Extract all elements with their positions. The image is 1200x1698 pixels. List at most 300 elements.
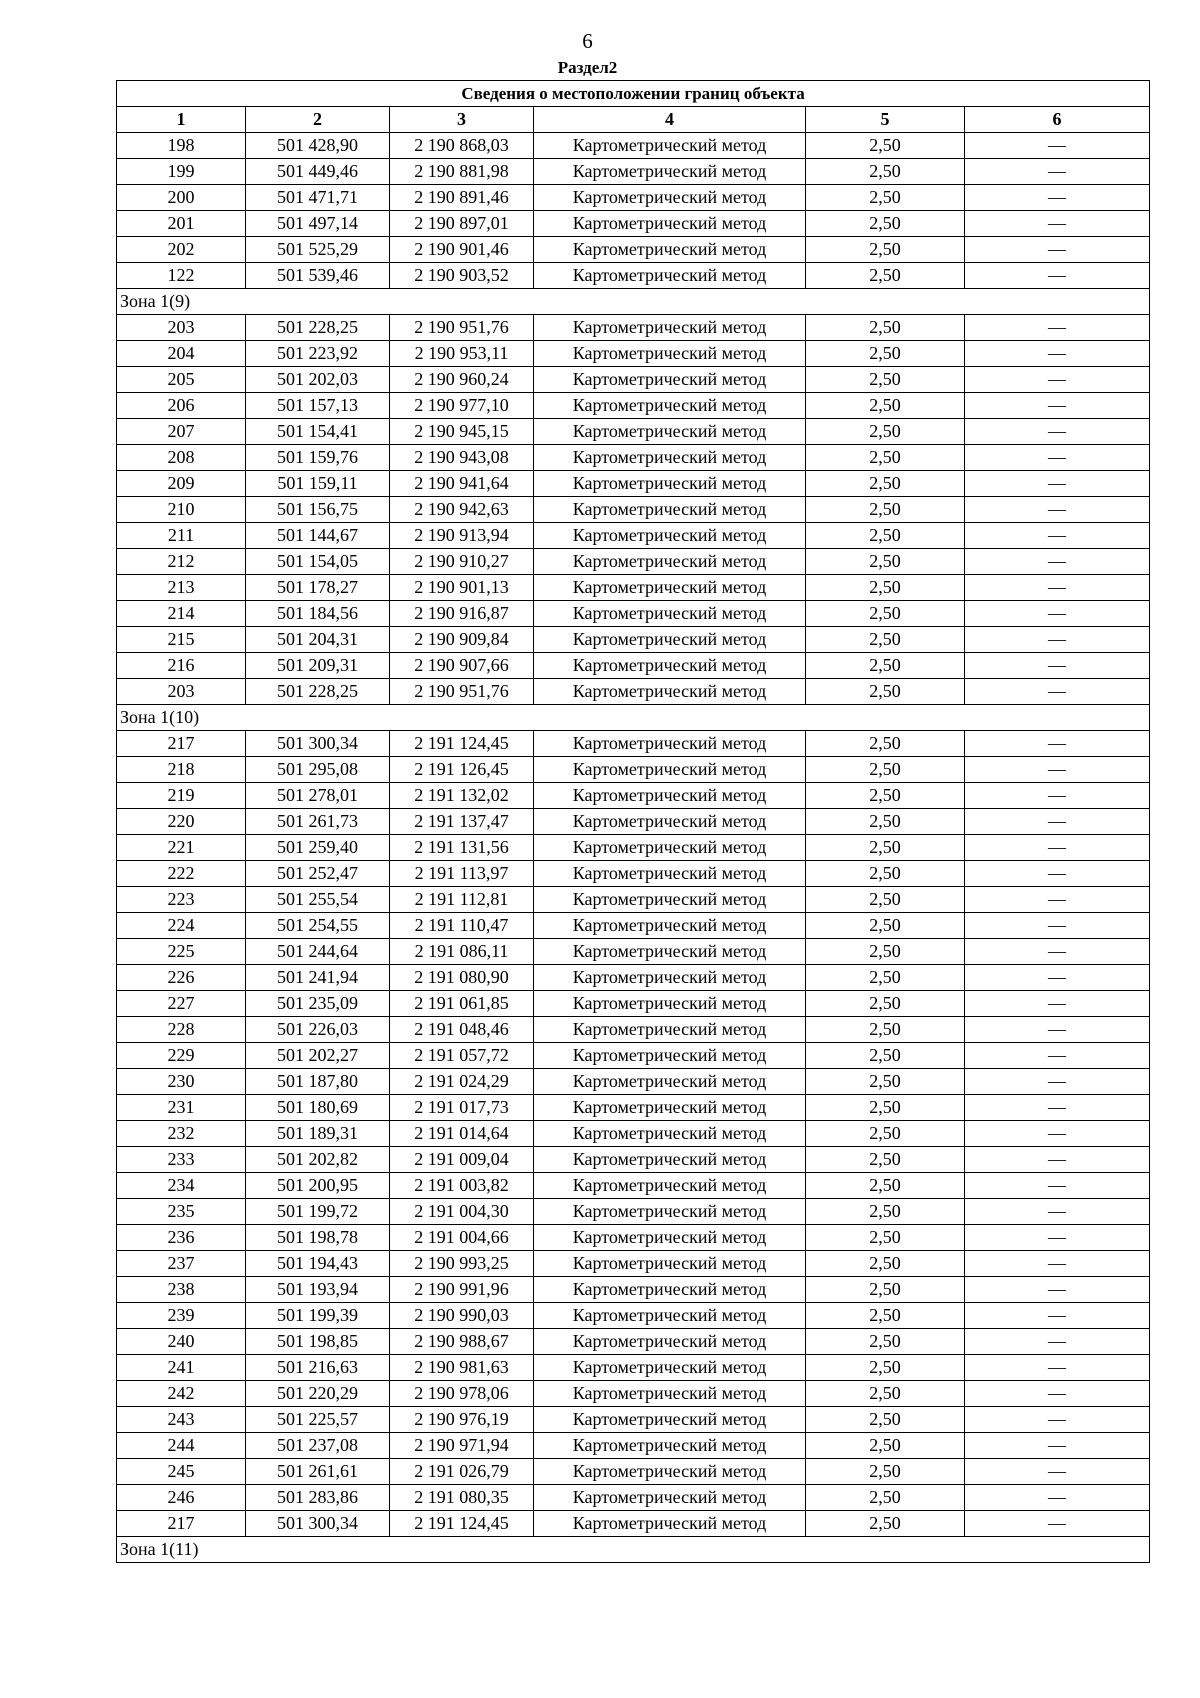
table-cell: Картометрический метод [534, 783, 806, 809]
table-cell: Картометрический метод [534, 1277, 806, 1303]
table-cell: 227 [117, 991, 246, 1017]
table-row [117, 1121, 1150, 1147]
table-cell: — [965, 1225, 1150, 1251]
zone-row [117, 705, 1150, 731]
table-cell: 2,50 [806, 315, 965, 341]
table-cell: 220 [117, 809, 246, 835]
table-cell: 501 497,14 [246, 211, 390, 237]
table-cell: 2 191 014,64 [390, 1121, 534, 1147]
table-cell: 242 [117, 1381, 246, 1407]
table-row [117, 211, 1150, 237]
table-row [117, 1277, 1150, 1303]
table-cell: — [965, 523, 1150, 549]
table-cell: 501 204,31 [246, 627, 390, 653]
table-cell: 2 191 124,45 [390, 731, 534, 757]
table-cell: — [965, 211, 1150, 237]
table-row [117, 1459, 1150, 1485]
table-cell: 2 190 943,08 [390, 445, 534, 471]
table-cell: 501 199,39 [246, 1303, 390, 1329]
table-cell: — [965, 1069, 1150, 1095]
table-cell: 2,50 [806, 237, 965, 263]
table-cell: — [965, 965, 1150, 991]
table-cell: 2 190 909,84 [390, 627, 534, 653]
table-cell: 501 223,92 [246, 341, 390, 367]
table-cell: 501 198,78 [246, 1225, 390, 1251]
table-cell: 224 [117, 913, 246, 939]
table-row [117, 601, 1150, 627]
table-cell: 215 [117, 627, 246, 653]
table-cell: 2,50 [806, 1407, 965, 1433]
table-cell: Картометрический метод [534, 939, 806, 965]
table-cell: 2,50 [806, 913, 965, 939]
table-cell: 213 [117, 575, 246, 601]
table-cell: — [965, 861, 1150, 887]
table-cell: — [965, 575, 1150, 601]
table-cell: — [965, 1017, 1150, 1043]
table-row [117, 731, 1150, 757]
table-cell: 2,50 [806, 601, 965, 627]
table-row [117, 939, 1150, 965]
table-cell: 501 295,08 [246, 757, 390, 783]
table-cell: — [965, 1433, 1150, 1459]
table-cell: — [965, 393, 1150, 419]
table-cell: 2 190 978,06 [390, 1381, 534, 1407]
table-cell: 211 [117, 523, 246, 549]
table-row [117, 835, 1150, 861]
table-cell: 2,50 [806, 497, 965, 523]
section-title: Раздел2 [557, 58, 618, 77]
table-cell: 2,50 [806, 1121, 965, 1147]
table-cell: 2,50 [806, 757, 965, 783]
table-cell: 207 [117, 419, 246, 445]
column-header: 1 [117, 107, 246, 133]
table-cell: Картометрический метод [534, 1459, 806, 1485]
table-cell: 2 191 026,79 [390, 1459, 534, 1485]
table-cell: 501 202,03 [246, 367, 390, 393]
table-cell: — [965, 471, 1150, 497]
table-row [117, 913, 1150, 939]
table-cell: 501 202,27 [246, 1043, 390, 1069]
table-row [117, 809, 1150, 835]
table-cell: 2,50 [806, 445, 965, 471]
table-cell: 2,50 [806, 549, 965, 575]
table-cell: 2 190 988,67 [390, 1329, 534, 1355]
table-cell: — [965, 1303, 1150, 1329]
table-cell: 2,50 [806, 185, 965, 211]
table-cell: 2 191 004,30 [390, 1199, 534, 1225]
table-cell: Картометрический метод [534, 1433, 806, 1459]
table-cell: — [965, 341, 1150, 367]
table-cell: 501 156,75 [246, 497, 390, 523]
table-cell: 2 191 137,47 [390, 809, 534, 835]
table-cell: 2,50 [806, 263, 965, 289]
table-cell: Картометрический метод [534, 445, 806, 471]
table-cell: 501 157,13 [246, 393, 390, 419]
table-cell: — [965, 1459, 1150, 1485]
table-cell: Картометрический метод [534, 549, 806, 575]
table-cell: 501 228,25 [246, 679, 390, 705]
table-cell: 2 190 903,52 [390, 263, 534, 289]
table-cell: 236 [117, 1225, 246, 1251]
table-cell: 2,50 [806, 835, 965, 861]
table-cell: 214 [117, 601, 246, 627]
table-cell: 2,50 [806, 471, 965, 497]
column-header: 2 [246, 107, 390, 133]
table-cell: Картометрический метод [534, 965, 806, 991]
table-cell: Картометрический метод [534, 835, 806, 861]
table-cell: 202 [117, 237, 246, 263]
table-cell: 501 241,94 [246, 965, 390, 991]
table-cell: Картометрический метод [534, 1147, 806, 1173]
table-cell: Картометрический метод [534, 393, 806, 419]
page-number: 6 [582, 29, 593, 53]
table-cell: 2 190 897,01 [390, 211, 534, 237]
table-cell: Картометрический метод [534, 1095, 806, 1121]
table-cell: 501 539,46 [246, 263, 390, 289]
table-cell: — [965, 601, 1150, 627]
table-cell: — [965, 315, 1150, 341]
table-cell: 2,50 [806, 341, 965, 367]
table-cell: 501 252,47 [246, 861, 390, 887]
table-cell: — [965, 991, 1150, 1017]
table-cell: 246 [117, 1485, 246, 1511]
table-cell: 223 [117, 887, 246, 913]
table-row [117, 1069, 1150, 1095]
table-cell: 2,50 [806, 809, 965, 835]
table-cell: 501 187,80 [246, 1069, 390, 1095]
table-cell: 501 237,08 [246, 1433, 390, 1459]
table-cell: — [965, 887, 1150, 913]
table-cell: 501 193,94 [246, 1277, 390, 1303]
table-cell: 2 191 080,90 [390, 965, 534, 991]
table-cell: 501 159,11 [246, 471, 390, 497]
table-row [117, 575, 1150, 601]
table-cell: 2 191 048,46 [390, 1017, 534, 1043]
table-row [117, 965, 1150, 991]
table-cell: — [965, 367, 1150, 393]
table-cell: — [965, 1381, 1150, 1407]
table-cell: — [965, 1407, 1150, 1433]
table-cell: 2 191 061,85 [390, 991, 534, 1017]
table-cell: 501 154,41 [246, 419, 390, 445]
table-cell: 2 191 113,97 [390, 861, 534, 887]
table-cell: 221 [117, 835, 246, 861]
table-cell: 501 261,61 [246, 1459, 390, 1485]
table-cell: 501 226,03 [246, 1017, 390, 1043]
table-cell: Картометрический метод [534, 861, 806, 887]
table-row [117, 263, 1150, 289]
table-cell: 219 [117, 783, 246, 809]
table-cell: Картометрический метод [534, 367, 806, 393]
table-cell: Картометрический метод [534, 185, 806, 211]
table-cell: — [965, 159, 1150, 185]
table-cell: — [965, 653, 1150, 679]
table-cell: 2 191 132,02 [390, 783, 534, 809]
table-cell: Картометрический метод [534, 419, 806, 445]
table-cell: 501 216,63 [246, 1355, 390, 1381]
table-row [117, 471, 1150, 497]
table-row [117, 1251, 1150, 1277]
table-cell: Картометрический метод [534, 913, 806, 939]
table-cell: 2,50 [806, 523, 965, 549]
table-cell: 2,50 [806, 393, 965, 419]
table-cell: 501 209,31 [246, 653, 390, 679]
table-row [117, 1017, 1150, 1043]
table-cell: 2,50 [806, 1225, 965, 1251]
table-cell: 209 [117, 471, 246, 497]
table-cell: 222 [117, 861, 246, 887]
table-cell: — [965, 809, 1150, 835]
table-cell: Картометрический метод [534, 1121, 806, 1147]
table-cell: 217 [117, 731, 246, 757]
table-cell: 2 191 086,11 [390, 939, 534, 965]
table-row [117, 445, 1150, 471]
table-row [117, 1303, 1150, 1329]
table-cell: Картометрический метод [534, 887, 806, 913]
table-cell: — [965, 549, 1150, 575]
table-cell: Картометрический метод [534, 1407, 806, 1433]
table-cell: 201 [117, 211, 246, 237]
table-row [117, 1095, 1150, 1121]
table-cell: — [965, 185, 1150, 211]
table-row [117, 1407, 1150, 1433]
table-cell: 237 [117, 1251, 246, 1277]
table-cell: 2,50 [806, 211, 965, 237]
table-cell: Картометрический метод [534, 497, 806, 523]
table-cell: — [965, 133, 1150, 159]
table-cell: 501 159,76 [246, 445, 390, 471]
table-cell: 501 471,71 [246, 185, 390, 211]
table-cell: 231 [117, 1095, 246, 1121]
table-cell: 2,50 [806, 1147, 965, 1173]
table-row [117, 1485, 1150, 1511]
table-cell: 2 190 910,27 [390, 549, 534, 575]
table-cell: 501 255,54 [246, 887, 390, 913]
table-cell: — [965, 263, 1150, 289]
table-cell: 225 [117, 939, 246, 965]
table-cell: 2 190 981,63 [390, 1355, 534, 1381]
table-row [117, 1329, 1150, 1355]
table-cell: 2 190 976,19 [390, 1407, 534, 1433]
zone-label: Зона 1(11) [117, 1537, 1150, 1563]
table-cell: 233 [117, 1147, 246, 1173]
table-cell: 2,50 [806, 1459, 965, 1485]
table-cell: Картометрический метод [534, 263, 806, 289]
table-cell: Картометрический метод [534, 471, 806, 497]
table-row [117, 523, 1150, 549]
table-cell: 2 191 110,47 [390, 913, 534, 939]
table-cell: Картометрический метод [534, 991, 806, 1017]
table-cell: 2 190 868,03 [390, 133, 534, 159]
table-cell: 2,50 [806, 939, 965, 965]
table-row [117, 627, 1150, 653]
table-cell: Картометрический метод [534, 653, 806, 679]
table-cell: 2,50 [806, 419, 965, 445]
table-cell: 2,50 [806, 159, 965, 185]
table-cell: 501 200,95 [246, 1173, 390, 1199]
table-cell: 501 184,56 [246, 601, 390, 627]
table-cell: Картометрический метод [534, 1329, 806, 1355]
table-cell: — [965, 1095, 1150, 1121]
table-cell: Картометрический метод [534, 1225, 806, 1251]
table-cell: 2 190 991,96 [390, 1277, 534, 1303]
table-row [117, 1225, 1150, 1251]
table-cell: 2,50 [806, 783, 965, 809]
table-row [117, 159, 1150, 185]
column-header: 3 [390, 107, 534, 133]
table-row [117, 367, 1150, 393]
table-cell: — [965, 445, 1150, 471]
table-cell: 200 [117, 185, 246, 211]
table-cell: Картометрический метод [534, 1251, 806, 1277]
table-cell: 501 154,05 [246, 549, 390, 575]
table-row [117, 679, 1150, 705]
table-row [117, 1147, 1150, 1173]
table-cell: 244 [117, 1433, 246, 1459]
table-body [117, 133, 1150, 1563]
table-cell: 501 283,86 [246, 1485, 390, 1511]
table-row [117, 1511, 1150, 1537]
boundary-table [116, 80, 1150, 1563]
table-cell: — [965, 731, 1150, 757]
table-cell: — [965, 1147, 1150, 1173]
table-cell: 501 199,72 [246, 1199, 390, 1225]
table-cell: 2 190 941,64 [390, 471, 534, 497]
zone-label: Зона 1(9) [117, 289, 1150, 315]
table-cell: 198 [117, 133, 246, 159]
table-cell: 2 190 907,66 [390, 653, 534, 679]
table-cell: Картометрический метод [534, 1511, 806, 1537]
table-cell: Картометрический метод [534, 627, 806, 653]
table-cell: Картометрический метод [534, 1355, 806, 1381]
table-cell: Картометрический метод [534, 341, 806, 367]
table-cell: 501 300,34 [246, 1511, 390, 1537]
table-cell: — [965, 497, 1150, 523]
table-cell: Картометрический метод [534, 315, 806, 341]
table-row [117, 757, 1150, 783]
table-cell: 235 [117, 1199, 246, 1225]
table-cell: 2,50 [806, 1095, 965, 1121]
table-row [117, 861, 1150, 887]
table-cell: 2,50 [806, 679, 965, 705]
table-cell: 2,50 [806, 1017, 965, 1043]
table-cell: Картометрический метод [534, 1485, 806, 1511]
table-cell: 2,50 [806, 1511, 965, 1537]
table-cell: Картометрический метод [534, 575, 806, 601]
table-cell: — [965, 939, 1150, 965]
table-cell: — [965, 783, 1150, 809]
table-cell: 2,50 [806, 887, 965, 913]
table-row [117, 185, 1150, 211]
table-cell: 501 278,01 [246, 783, 390, 809]
table-cell: 2,50 [806, 1199, 965, 1225]
table-cell: 501 449,46 [246, 159, 390, 185]
table-cell: — [965, 913, 1150, 939]
table-cell: 210 [117, 497, 246, 523]
table-cell: — [965, 627, 1150, 653]
table-row [117, 497, 1150, 523]
table-cell: — [965, 1251, 1150, 1277]
table-cell: 501 300,34 [246, 731, 390, 757]
table-cell: 2 191 004,66 [390, 1225, 534, 1251]
table-cell: 2 190 990,03 [390, 1303, 534, 1329]
table-cell: — [965, 1511, 1150, 1537]
table-cell: 122 [117, 263, 246, 289]
table-cell: 2 191 009,04 [390, 1147, 534, 1173]
table-cell: 501 259,40 [246, 835, 390, 861]
table-cell: 501 261,73 [246, 809, 390, 835]
table-cell: 501 525,29 [246, 237, 390, 263]
table-cell: 2 190 881,98 [390, 159, 534, 185]
table-cell: 2 190 901,13 [390, 575, 534, 601]
table-cell: Картометрический метод [534, 809, 806, 835]
table-cell: 228 [117, 1017, 246, 1043]
table-cell: 2,50 [806, 1329, 965, 1355]
table-cell: Картометрический метод [534, 1303, 806, 1329]
table-row [117, 549, 1150, 575]
table-cell: Картометрический метод [534, 731, 806, 757]
zone-label: Зона 1(10) [117, 705, 1150, 731]
table-cell: 2 191 017,73 [390, 1095, 534, 1121]
table-cell: Картометрический метод [534, 1199, 806, 1225]
table-row [117, 419, 1150, 445]
table-cell: — [965, 1173, 1150, 1199]
table-cell: 501 235,09 [246, 991, 390, 1017]
table-cell: — [965, 1121, 1150, 1147]
table-cell: Картометрический метод [534, 601, 806, 627]
table-cell: 2,50 [806, 1043, 965, 1069]
table-cell: 2 190 951,76 [390, 679, 534, 705]
table-cell: 2,50 [806, 991, 965, 1017]
table-cell: 208 [117, 445, 246, 471]
table-cell: Картометрический метод [534, 159, 806, 185]
table-row [117, 1173, 1150, 1199]
table-caption: Сведения о местоположении границ объекта [117, 81, 1150, 107]
table-cell: 241 [117, 1355, 246, 1381]
column-header: 6 [965, 107, 1150, 133]
table-cell: 243 [117, 1407, 246, 1433]
table-cell: 501 180,69 [246, 1095, 390, 1121]
table-row [117, 991, 1150, 1017]
table-cell: 2 191 080,35 [390, 1485, 534, 1511]
table-cell: 240 [117, 1329, 246, 1355]
table-cell: Картометрический метод [534, 1043, 806, 1069]
table-cell: 2,50 [806, 1303, 965, 1329]
table-row [117, 1199, 1150, 1225]
table-cell: 501 189,31 [246, 1121, 390, 1147]
table-cell: 226 [117, 965, 246, 991]
table-row [117, 133, 1150, 159]
column-header: 5 [806, 107, 965, 133]
table-cell: 2 191 126,45 [390, 757, 534, 783]
table-row [117, 1043, 1150, 1069]
table-cell: 2,50 [806, 627, 965, 653]
table-cell: Картометрический метод [534, 523, 806, 549]
table-cell: 501 254,55 [246, 913, 390, 939]
table-cell: 2 190 891,46 [390, 185, 534, 211]
table-cell: 2,50 [806, 653, 965, 679]
table-row [117, 341, 1150, 367]
table-cell: 2 190 916,87 [390, 601, 534, 627]
table-cell: Картометрический метод [534, 679, 806, 705]
table-cell: — [965, 835, 1150, 861]
table-cell: 206 [117, 393, 246, 419]
table-cell: 501 225,57 [246, 1407, 390, 1433]
table-row [117, 1381, 1150, 1407]
table-cell: 2,50 [806, 367, 965, 393]
table-cell: — [965, 1485, 1150, 1511]
table-cell: 232 [117, 1121, 246, 1147]
